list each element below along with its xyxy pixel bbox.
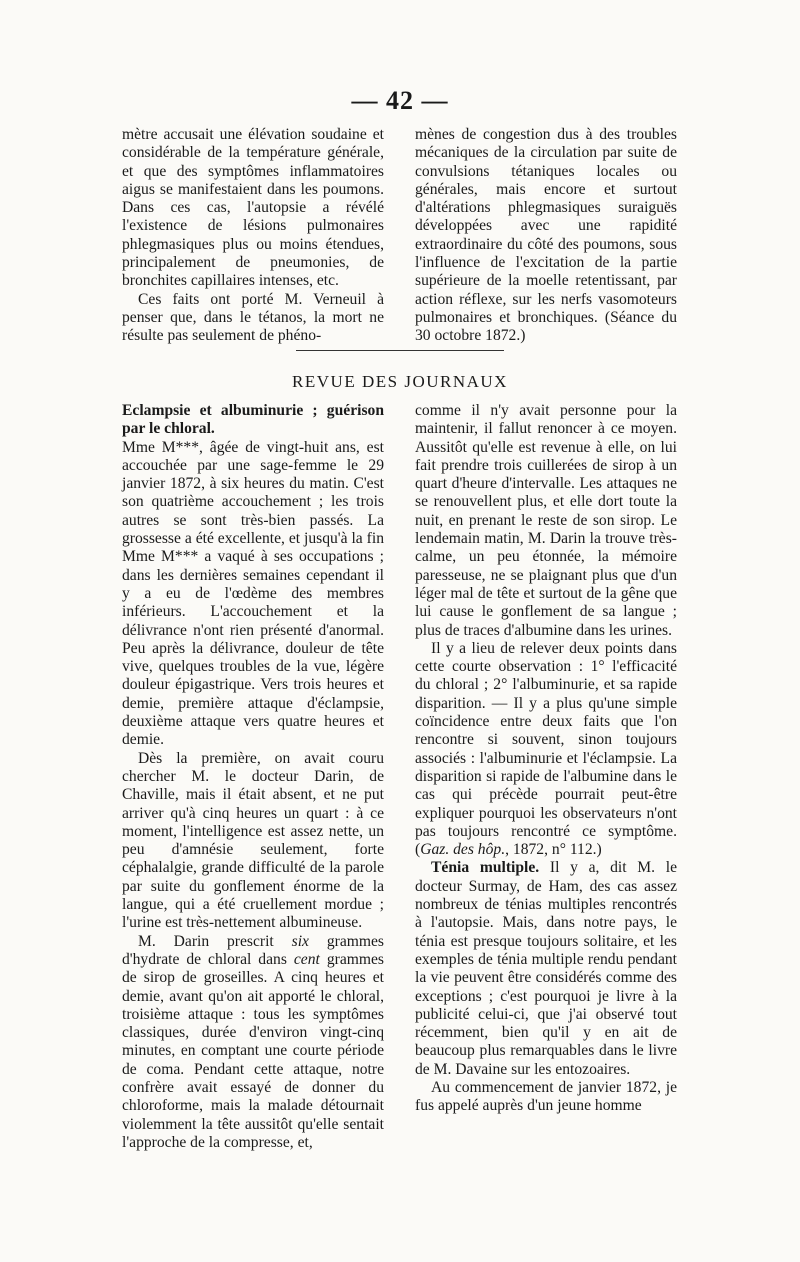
italic-text: cent (293, 950, 320, 968)
text-run: grammes de sirop de groseilles. A cinq heures et demie, avant qu'on ait apporté le chloral, troisième attaque : tous les symptômes classiques, durée d'environ vingt-cinq minutes, en comptant une courte période de coma. Pendant cette attaque, notre confrère avait essayé de donner du chloroforme, mais la malade détournait violemment la tête aussitôt qu'elle sentait l'approche de la compresse, et, (122, 950, 384, 1151)
paragraph: comme il n'y avait personne pour la maintenir, il fallut renoncer à ce moyen. Aussitôt qu'elle est revenue à elle, on lui fait prendre trois cuillerées de sirop à un quart d'heure d'intervalle. Les attaques ne se renouvellent plus, et elle dort toute la nuit, en prenant le reste de son sirop. Le lendemain matin, M. Darin la trouve très-calme, un peu étonnée, la mémoire paresseuse, ne se plaignant plus que d'un léger mal de tête et surtout de la gêne que lui cause le gonflement de sa langue ; plus de traces d'albumine dans les urines. (415, 402, 677, 639)
section-divider (296, 350, 504, 351)
bottom-right-column (415, 402, 677, 1116)
paragraph: Ces faits ont porté M. Verneuil à penser que, dans le tétanos, la mort ne résulte pas seulement de phéno- (122, 290, 384, 345)
italic-text: six (291, 932, 309, 950)
article-tenia (415, 859, 677, 1079)
text-run: M. Darin prescrit (138, 932, 292, 950)
paragraph (122, 933, 384, 1153)
paragraph: Mme M***, âgée de vingt-huit ans, est accouchée par une sage-femme le 29 janvier 1872, à six heures du matin. C'est son quatrième accouchement ; les trois autres se sont très-bien passés. La grossesse a été excellente, et jusqu'à la fin Mme M*** a vaqué à ses occupations ; dans les dernières semaines cependant il y a eu de l'œdème des membres inférieurs. L'accouchement et la délivrance n'ont rien présenté d'anormal. Peu après la délivrance, douleur de tête vive, quelques troubles de la vue, légère douleur épigastrique. Vers trois heures et demie, première attaque d'éclampsie, deuxième attaque vers quatre heures et demie. (122, 438, 384, 749)
article-title: Eclampsie et albuminurie ; guérison par le chloral. (122, 402, 384, 438)
citation: Gaz. des hôp. (420, 841, 506, 859)
paragraph: Au commencement de janvier 1872, je fus appelé auprès d'un jeune homme (415, 1078, 677, 1115)
section-title: REVUE DES JOURNAUX (292, 372, 508, 391)
top-left-column (122, 126, 384, 346)
bottom-left-column (122, 402, 384, 1152)
text-run: Il y a, dit M. le docteur Surmay, de Ham, des cas assez nombreux de ténias multiples rencontrés à l'autopsie. Mais, dans notre pays, le ténia est presque toujours solitaire, et les exemples de ténia multiple rendu pendant la vie peuvent être considérés comme des exceptions ; c'est pourquoi je livre à la publicité celui-ci, que j'ai observé tout récemment, bien qu'il y en ait de beaucoup plus remarquables dans le livre de M. Davaine sur les entozoaires. (415, 859, 677, 1078)
text-run: grammes d'hydrate de chloral dans (122, 932, 384, 968)
paragraph (415, 640, 677, 860)
paragraph: mètre accusait une élévation soudaine et considérable de la température générale, et que des symptômes inflammatoires aigus se manifestaient dans les poumons. Dans ces cas, l'autopsie a révélé l'existence de lésions pulmonaires phlegmasiques plus ou moins étendues, principalement de pneumonies, de bronchites capillaires intenses, etc. (122, 126, 384, 290)
article-heading-eclampsie (122, 402, 384, 439)
text-run: , 1872, n° 112.) (505, 841, 602, 859)
top-right-column (415, 126, 677, 346)
text-run: Il y a lieu de relever deux points dans cette courte observation : 1° l'efficacité du chloral ; 2° l'albuminurie, et sa rapide disparition. — Il y a plus qu'une simple coïncidence entre deux faits que l'on rencontre si souvent, sinon toujours associés : l'albuminurie et l'éclampsie. La disparition si rapide de l'albumine dans le cas qui précède pourrait peut-être expliquer pourquoi les observateurs n'ont pas toujours rencontré ce symptôme. ( (415, 639, 677, 859)
article-title: Ténia multiple. (431, 859, 540, 877)
paragraph: mènes de congestion dus à des troubles mécaniques de la circulation par suite de convulsions tétaniques locales ou générales, mais encore et surtout d'altérations phlegmasiques suraiguës développées avec une rapidité extraordinaire du côté des poumons, sous l'influence de l'excitation de la partie supérieure de la moelle retentissant, par action réflexe, sur les nerfs vasomoteurs pulmonaires et bronchiques. (Séance du 30 octobre 1872.) (415, 126, 677, 345)
page-number: — 42 — (351, 86, 449, 115)
paragraph: Dès la première, on avait couru chercher M. le docteur Darin, de Chaville, mais il était absent, et ne put arriver qu'à cinq heures un quart : à ce moment, l'intelligence est assez nette, un peu d'amnésie seulement, forte céphalalgie, grande difficulté de la parole par suite du gonflement énorme de la langue, qui a été cruellement mordue ; l'urine est très-nettement albumineuse. (122, 749, 384, 932)
